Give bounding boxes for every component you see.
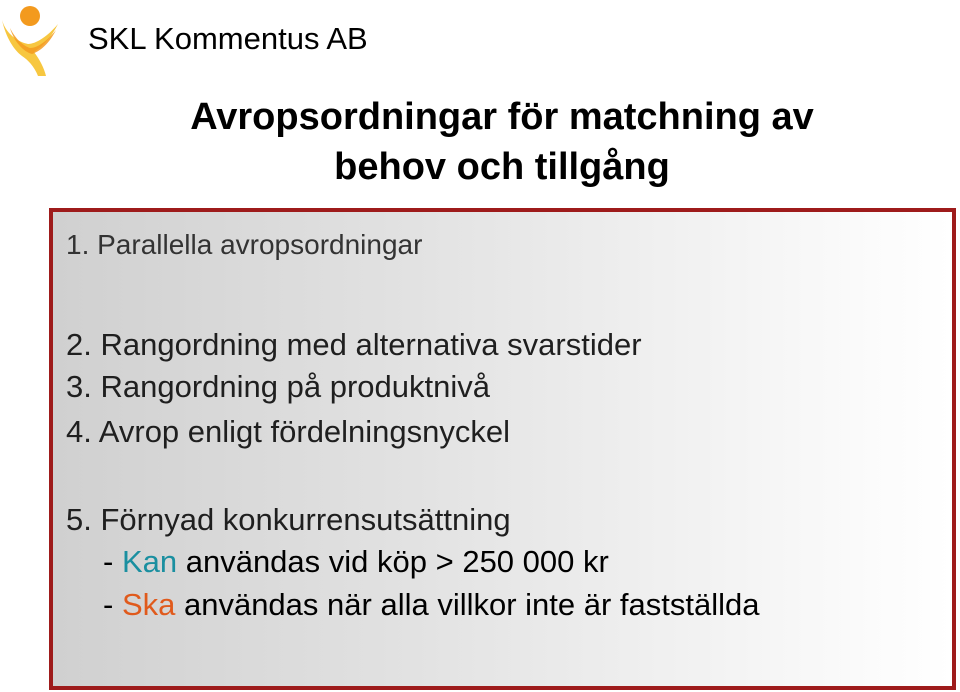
- slide-title: [100, 92, 904, 192]
- list-item-1: 1. Parallella avropsordningar: [66, 229, 423, 260]
- list-item-4: 4. Avrop enligt fördelningsnyckel: [66, 414, 511, 449]
- sub-item-ska: [103, 585, 760, 625]
- sub-item-kan: [103, 542, 609, 582]
- sub-item-kan-text: användas vid köp > 250 000 kr: [177, 544, 609, 579]
- content-box: [49, 208, 956, 690]
- list-item-2: 2. Rangordning med alternativa svarstider: [66, 327, 642, 362]
- sub-item-ska-keyword: Ska: [121, 587, 176, 622]
- slide-title-line-2: behov och tillgång: [334, 146, 670, 188]
- sub-item-ska-prefix: -: [103, 587, 122, 622]
- person-figure-logo-icon: [0, 0, 64, 78]
- organization-name: SKL Kommentus AB: [88, 21, 368, 56]
- sub-item-kan-prefix: -: [103, 544, 122, 579]
- sub-item-ska-text: användas när alla villkor inte är fastställda: [175, 587, 760, 622]
- sub-item-kan-keyword: Kan: [121, 544, 178, 579]
- slide-title-line-1: Avropsordningar för matchning av: [190, 96, 814, 138]
- list-item-5: 5. Förnyad konkurrensutsättning: [66, 502, 511, 537]
- list-item-3: 3. Rangordning på produktnivå: [66, 369, 490, 404]
